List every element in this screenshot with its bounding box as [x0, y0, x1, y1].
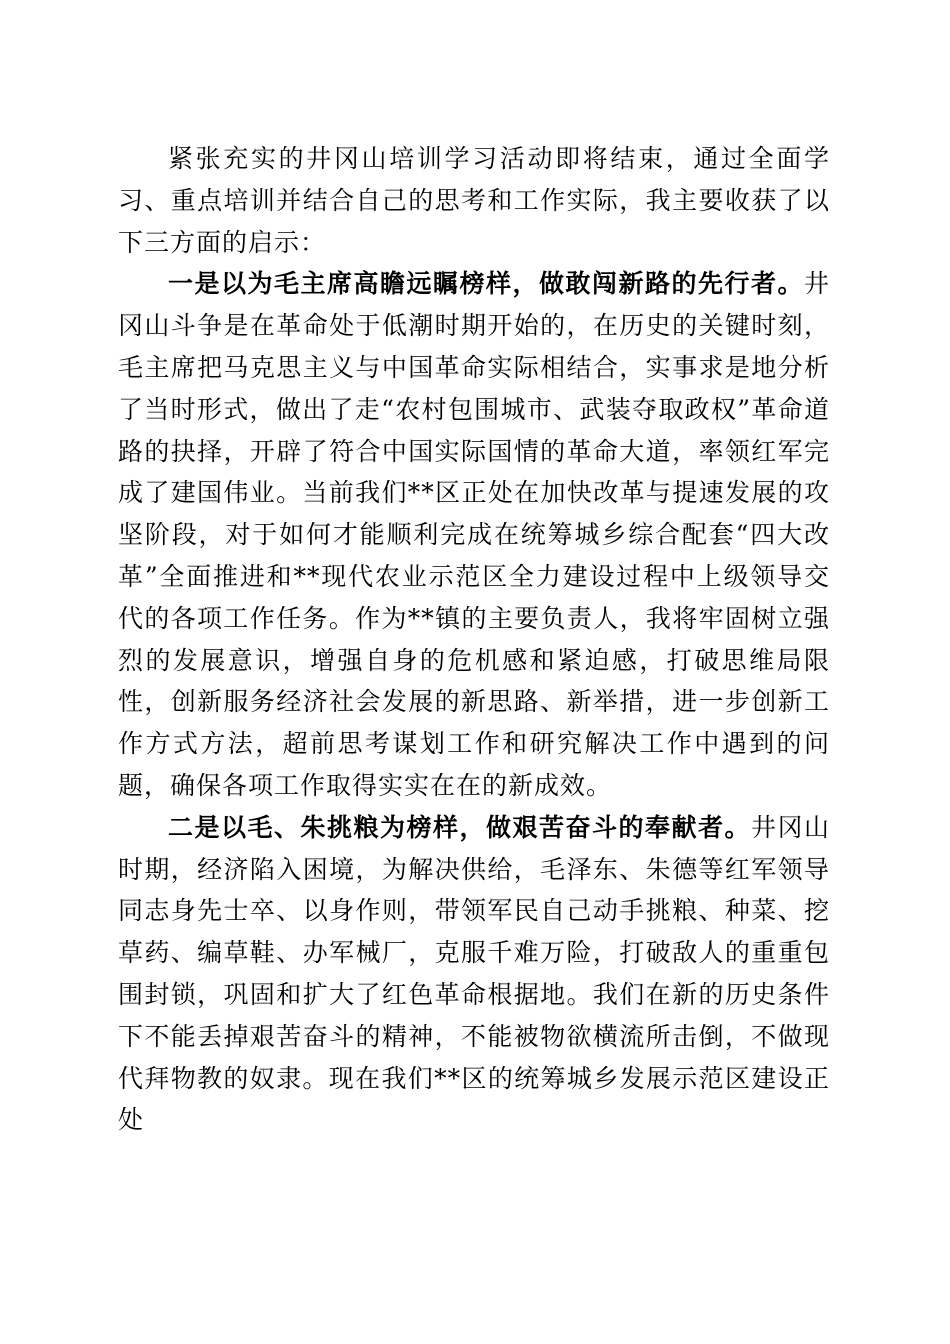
paragraph-intro-text: 紧张充实的井冈山培训学习活动即将结束，通过全面学习、重点培训并结合自己的思考和工作实际，我主要收获了以下三方面的启示：	[118, 144, 830, 257]
paragraph-first-point-text: 井冈山斗争是在革命处于低潮时期开始的，在历史的关键时刻，毛主席把马克思主义与中国革命实际相结合，实事求是地分析了当时形式，做出了走“农村包围城市、武装夺取政权”革命道路的抉择，开辟了符合中国实际国情的革命大道，率领红军完成了建国伟业。当前我们**区正处在加快改革与提速发展的攻坚阶段，对于如何才能顺利完成在统筹城乡综合配套“四大改革”全面推进和**现代农业示范区全力建设过程中上级领导交代的各项工作任务。作为**镇的主要负责人，我将牢固树立强烈的发展意识，增强自身的危机感和紧迫感，打破思维局限性，创新服务经济社会发展的新思路、新举措，进一步创新工作方式方法，超前思考谋划工作和研究解决工作中遇到的问题，确保各项工作取得实实在在的新成效。	[118, 269, 830, 800]
paragraph-intro	[118, 138, 830, 263]
paragraph-first-point	[118, 263, 830, 806]
paragraph-second-point-lead: 二是以毛、朱挑粮为榜样，做艰苦奋斗的奉献者。	[168, 812, 751, 842]
paragraph-first-point-lead: 一是以为毛主席高瞻远瞩榜样，做敢闯新路的先行者。	[168, 269, 804, 299]
document-body	[118, 138, 830, 1141]
paragraph-second-point	[118, 807, 830, 1141]
paragraph-second-point-text: 井冈山时期，经济陷入困境，为解决供给，毛泽东、朱德等红军领导同志身先士卒、以身作则，带领军民自己动手挑粮、种菜、挖草药、编草鞋、办军械厂，克服千难万险，打破敌人的重重包围封锁，巩固和扩大了红色革命根据地。我们在新的历史条件下不能丢掉艰苦奋斗的精神，不能被物欲横流所击倒，不做现代拜物教的奴隶。现在我们**区的统筹城乡发展示范区建设正处	[118, 812, 830, 1135]
